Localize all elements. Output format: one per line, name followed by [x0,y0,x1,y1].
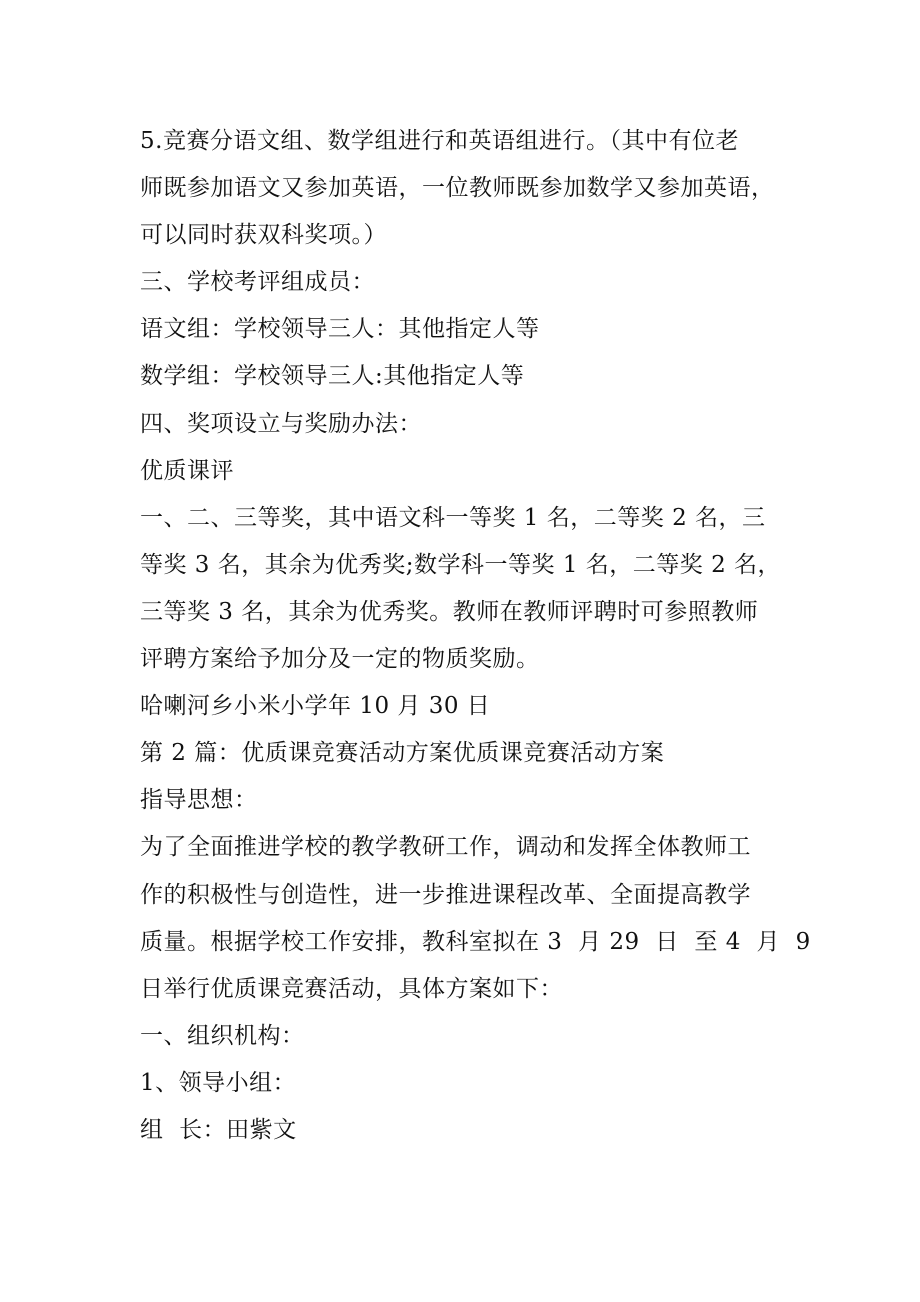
text-line: 质量。根据学校工作安排，教科室拟在 3 月 29 日 至 4 月 9 [140,928,811,955]
text-line: 语文组：学校领导三人：其他指定人等 [140,316,540,343]
section-heading: 一、组织机构： [140,1022,305,1049]
text-line: 数学组：学校领导三人:其他指定人等 [140,363,525,390]
signature-line: 哈喇河乡小米小学年 10 月 30 日 [140,693,491,720]
text-line: 一、二、三等奖，其中语文科一等奖 1 名，二等奖 2 名，三 [140,504,766,531]
section-heading: 四、奖项设立与奖励办法： [140,410,422,437]
text-line: 三等奖 3 名，其余为优秀奖。教师在教师评聘时可参照教师 [140,598,759,625]
text-line: 日举行优质课竞赛活动，具体方案如下： [140,975,563,1002]
chapter-title: 第 2 篇：优质课竞赛活动方案优质课竞赛活动方案 [140,740,665,767]
text-line: 可以同时获双科奖项。） [140,222,387,249]
text-line: 优质课评 [140,457,234,484]
text-line: 师既参加语文又参加英语，一位教师既参加数学又参加英语， [140,175,775,202]
section-heading: 指导思想： [140,787,258,814]
text-line: 组 长：田紫文 [140,1116,297,1143]
section-heading: 三、学校考评组成员： [140,269,375,296]
text-line: 1、领导小组： [140,1069,297,1096]
text-line: 为了全面推进学校的教学教研工作，调动和发挥全体教师工 [140,834,751,861]
text-line: 评聘方案给予加分及一定的物质奖励。 [140,646,540,673]
document-body [140,118,820,1154]
text-line: 作的积极性与创造性，进一步推进课程改革、全面提高教学 [140,881,751,908]
text-line: 5.竞赛分语文组、数学组进行和英语组进行。（其中有位老 [140,128,739,154]
text-line: 等奖 3 名，其余为优秀奖;数学科一等奖 1 名，二等奖 2 名， [140,551,782,578]
